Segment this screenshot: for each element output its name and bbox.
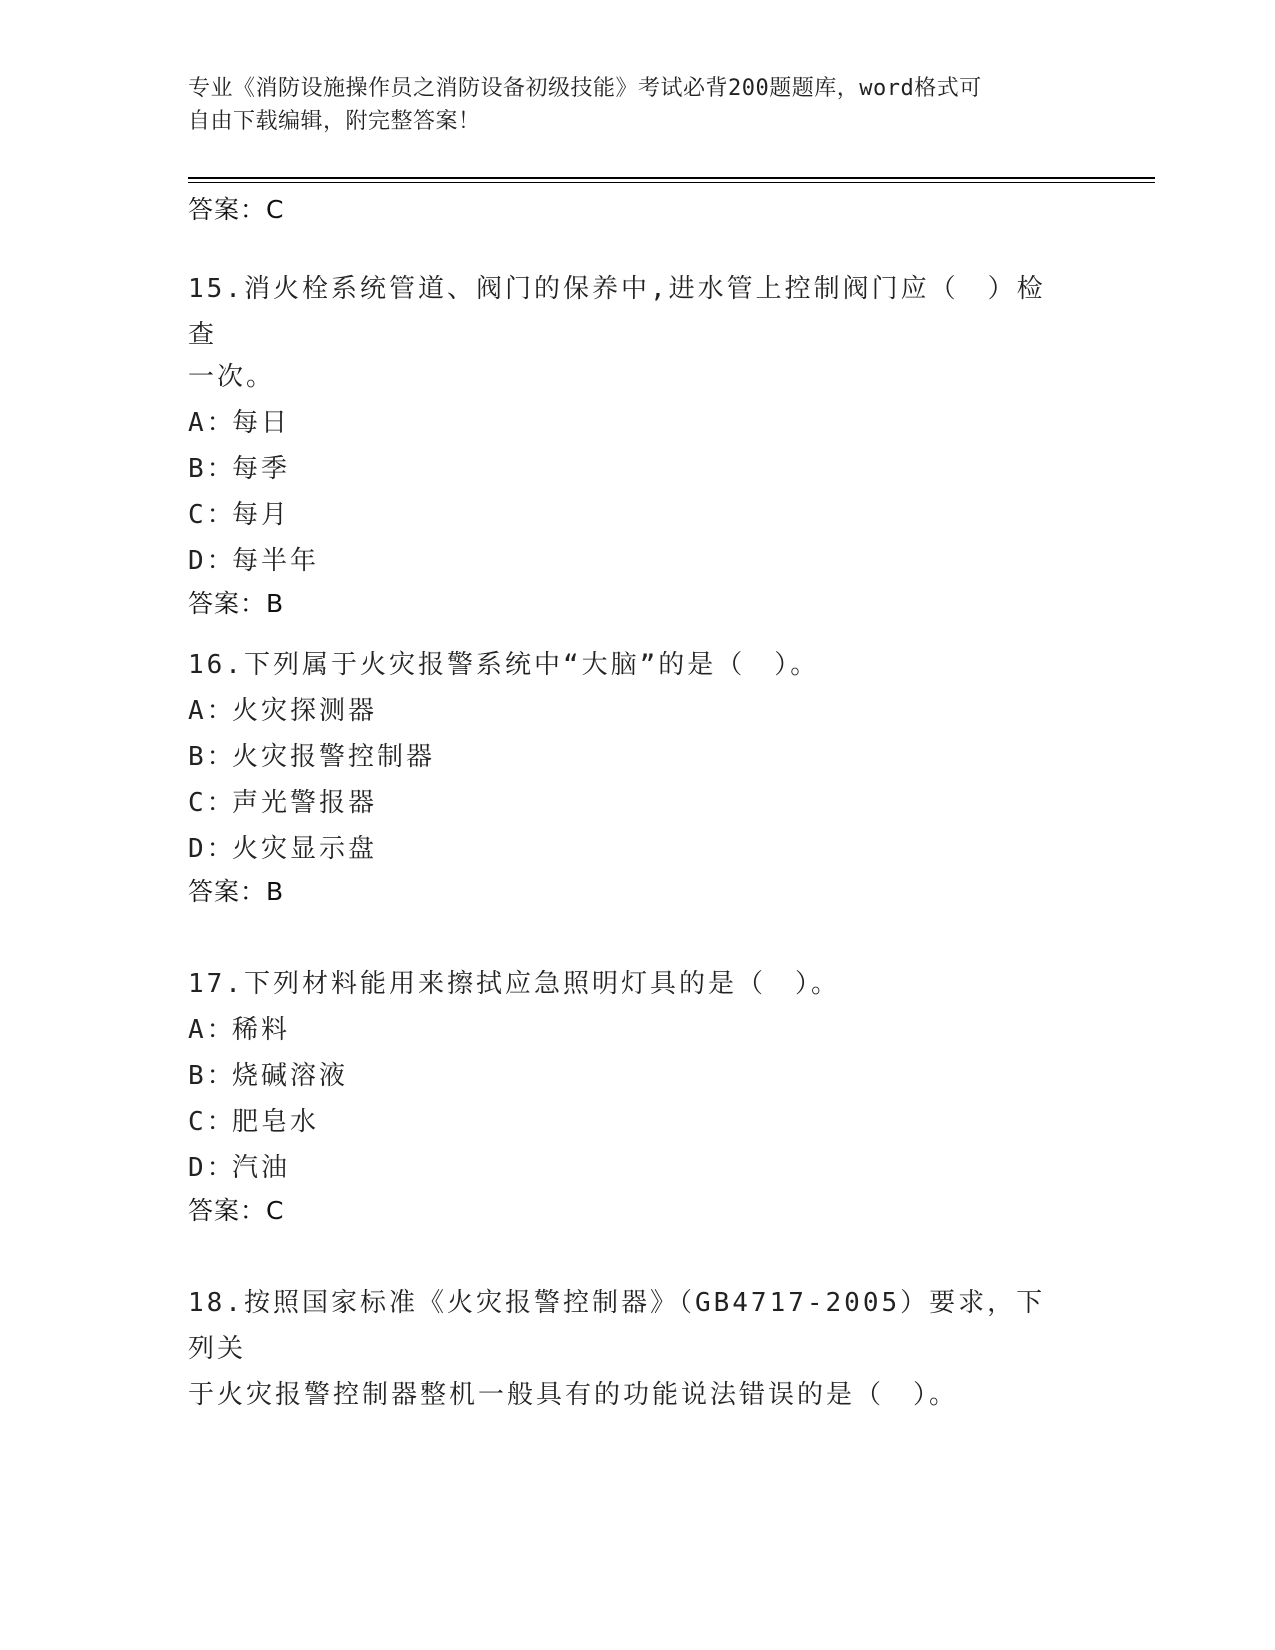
option-key: B： bbox=[188, 1061, 236, 1091]
option-text: 每日 bbox=[232, 408, 291, 438]
option-c bbox=[188, 492, 1068, 538]
option-key: A： bbox=[188, 408, 236, 438]
question-18 bbox=[188, 1280, 1068, 1418]
option-c bbox=[188, 780, 1068, 826]
option-key: D： bbox=[188, 1153, 236, 1183]
option-a bbox=[188, 400, 1068, 446]
answer-label: 答案：B bbox=[188, 589, 285, 618]
option-key: A： bbox=[188, 1015, 236, 1045]
question-15 bbox=[188, 266, 1068, 622]
option-key: D： bbox=[188, 546, 236, 576]
answer-label: 答案：C bbox=[188, 195, 285, 224]
option-text: 火灾探测器 bbox=[232, 696, 378, 726]
question-stem-line-1: 18.按照国家标准《火灾报警控制器》（GB4717-2005）要求，下列关 bbox=[188, 1288, 1046, 1364]
option-text: 声光警报器 bbox=[232, 788, 378, 818]
header-rule-thick bbox=[188, 177, 1155, 179]
header-rule-thin bbox=[188, 182, 1155, 183]
question-stem-line-1: 16.下列属于火灾报警系统中“大脑”的是（ ）。 bbox=[188, 650, 820, 680]
page-header bbox=[188, 72, 1068, 138]
question-17 bbox=[188, 961, 1068, 1229]
question-stem-line-1: 17.下列材料能用来擦拭应急照明灯具的是（ ）。 bbox=[188, 969, 840, 999]
answer-label: 答案：B bbox=[188, 877, 285, 906]
question-stem-line-1: 15.消火栓系统管道、阀门的保养中,进水管上控制阀门应（ ）检查 bbox=[188, 274, 1046, 350]
option-key: C： bbox=[188, 1107, 236, 1137]
option-a bbox=[188, 688, 1068, 734]
option-text: 烧碱溶液 bbox=[232, 1061, 349, 1091]
question-stem-line-2: 一次。 bbox=[188, 362, 276, 392]
option-text: 每季 bbox=[232, 454, 291, 484]
header-line-2: 自由下载编辑，附完整答案！ bbox=[188, 109, 481, 134]
option-text: 每月 bbox=[232, 500, 291, 530]
option-text: 每半年 bbox=[232, 546, 320, 576]
option-d bbox=[188, 1145, 1068, 1191]
option-b bbox=[188, 1053, 1068, 1099]
option-key: A： bbox=[188, 696, 236, 726]
option-key: C： bbox=[188, 788, 236, 818]
header-line-1: 专业《消防设施操作员之消防设备初级技能》考试必背200题题库，word格式可 bbox=[188, 76, 982, 101]
question-16 bbox=[188, 642, 1068, 910]
option-text: 汽油 bbox=[232, 1153, 291, 1183]
prev-answer-block bbox=[188, 192, 1068, 228]
option-text: 火灾报警控制器 bbox=[232, 742, 436, 772]
question-stem-line-2: 于火灾报警控制器整机一般具有的功能说法错误的是（ ）。 bbox=[188, 1380, 959, 1410]
option-key: B： bbox=[188, 742, 236, 772]
option-d bbox=[188, 538, 1068, 584]
option-b bbox=[188, 446, 1068, 492]
option-key: B： bbox=[188, 454, 236, 484]
option-key: D： bbox=[188, 834, 236, 864]
option-c bbox=[188, 1099, 1068, 1145]
option-d bbox=[188, 826, 1068, 872]
option-text: 肥皂水 bbox=[232, 1107, 320, 1137]
option-a bbox=[188, 1007, 1068, 1053]
option-text: 稀料 bbox=[232, 1015, 291, 1045]
option-b bbox=[188, 734, 1068, 780]
option-key: C： bbox=[188, 500, 236, 530]
answer-label: 答案：C bbox=[188, 1196, 285, 1225]
option-text: 火灾显示盘 bbox=[232, 834, 378, 864]
